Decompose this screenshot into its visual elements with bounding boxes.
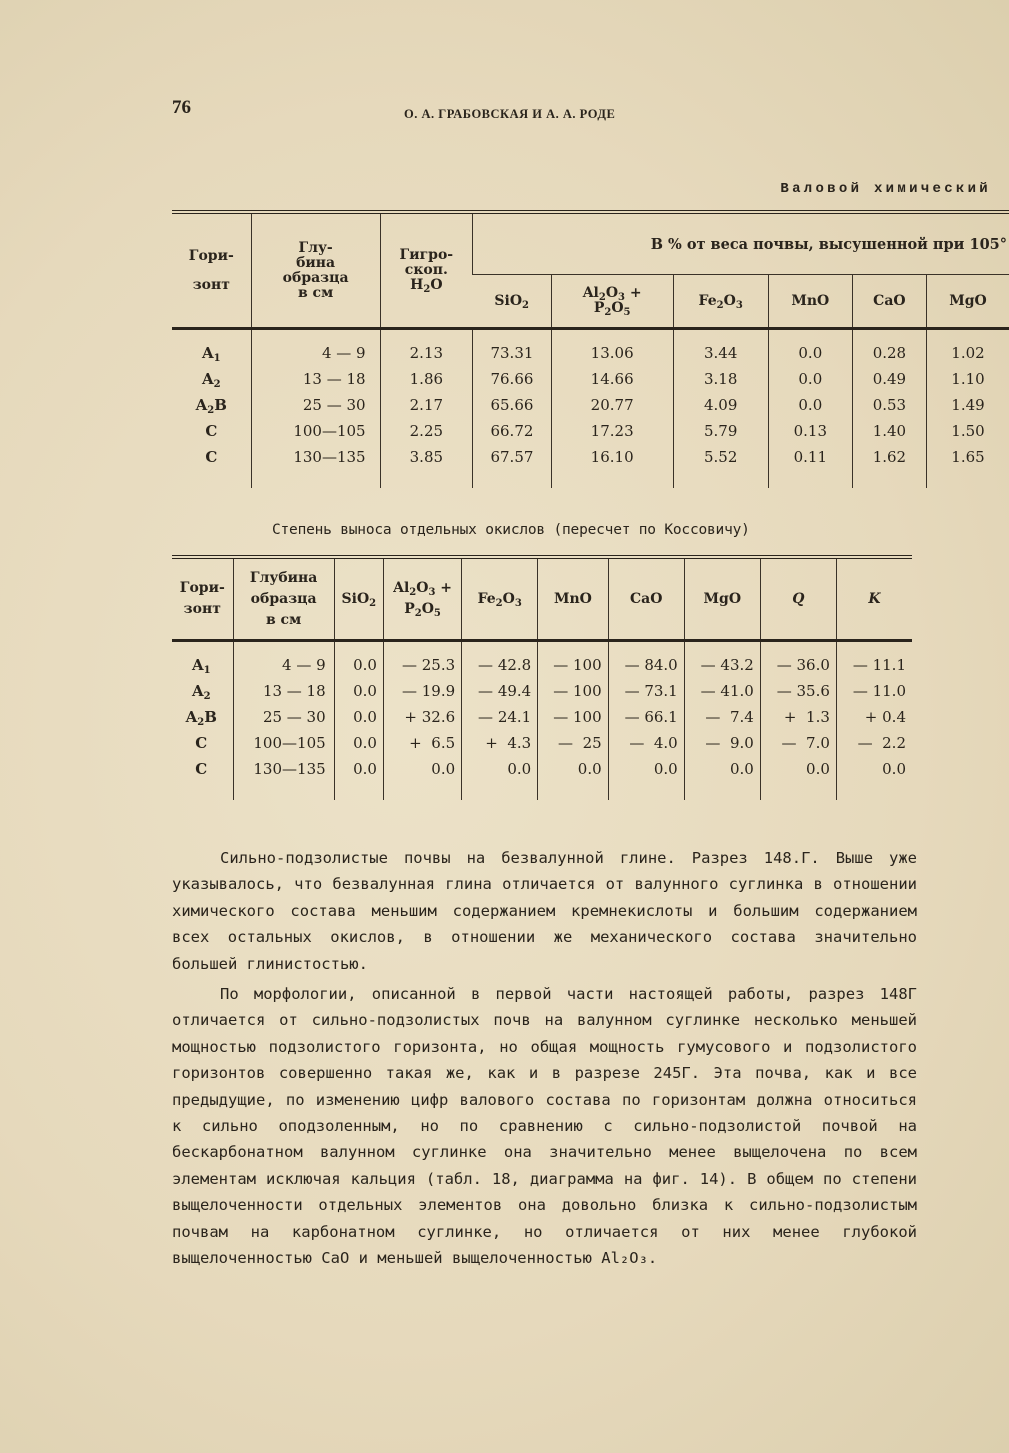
header-depth-line1: Глу- <box>298 239 333 256</box>
value-cell: — 36.0 <box>760 641 836 679</box>
column-header: K <box>836 557 912 641</box>
hygro-cell: 2.17 <box>380 392 473 418</box>
column-header: MnO <box>538 557 608 641</box>
value-cell: 0.0 <box>684 756 760 800</box>
depth-cell: 4 — 9 <box>233 641 334 679</box>
value-cell: 67.57 <box>473 444 552 488</box>
value-cell: — 35.6 <box>760 678 836 704</box>
value-cell: 0.0 <box>334 704 383 730</box>
column-header: MgO <box>684 557 760 641</box>
column-header: SiO$_2$ <box>494 292 529 311</box>
value-cell: 0.0 <box>538 756 608 800</box>
value-cell: 0.13 <box>768 418 852 444</box>
horizon-cell: $A_2$ <box>191 682 211 702</box>
depth-cell: 130—135 <box>233 756 334 800</box>
table-row <box>172 678 912 704</box>
value-cell: 4.09 <box>673 392 768 418</box>
value-cell: + 4.3 <box>462 730 538 756</box>
leaching-table-title: Степень выноса отдельных окислов (пересчет по Коссовичу) <box>272 522 750 538</box>
hygro-cell: 2.25 <box>380 418 473 444</box>
value-cell: — 41.0 <box>684 678 760 704</box>
column-header: CaO <box>608 557 684 641</box>
horizon-cell: $A_2$ <box>201 370 221 390</box>
header-percent-span: В % от веса почвы, высушенной при 105° <box>473 212 1009 275</box>
value-cell: — 2.2 <box>836 730 912 756</box>
value-cell: — 24.1 <box>462 704 538 730</box>
hygro-cell: 3.85 <box>380 444 473 488</box>
value-cell: — 43.2 <box>684 641 760 679</box>
horizon-cell: $A_1$ <box>191 656 211 676</box>
table-row <box>172 704 912 730</box>
horizon-cell: C <box>205 422 218 440</box>
column-header: Q <box>760 557 836 641</box>
value-cell: 65.66 <box>473 392 552 418</box>
horizon-cell: C <box>195 734 208 752</box>
value-cell: 20.77 <box>551 392 673 418</box>
value-cell: — 42.8 <box>462 641 538 679</box>
header-depth-line3: образца <box>282 269 349 286</box>
column-header: Глубина образца в см <box>233 557 334 641</box>
value-cell: 3.44 <box>673 329 768 367</box>
leaching-degree-table <box>172 555 912 800</box>
value-cell: 1.49 <box>926 392 1009 418</box>
depth-cell: 25 — 30 <box>233 704 334 730</box>
value-cell: 17.23 <box>551 418 673 444</box>
header-depth <box>251 212 380 329</box>
header-horizon <box>172 212 251 329</box>
value-cell: 1.10 <box>926 366 1009 392</box>
value-cell: — 11.0 <box>836 678 912 704</box>
table-row <box>172 444 1009 488</box>
value-cell: 0.0 <box>334 730 383 756</box>
value-cell: — 4.0 <box>608 730 684 756</box>
value-cell: 5.52 <box>673 444 768 488</box>
column-header: $Al_2O_3$ + $P_2O_5$ <box>383 557 461 641</box>
hygro-cell: 1.86 <box>380 366 473 392</box>
column-header: MgO <box>926 275 1009 329</box>
value-cell: 14.66 <box>551 366 673 392</box>
value-cell: — 84.0 <box>608 641 684 679</box>
value-cell: 0.0 <box>608 756 684 800</box>
header-hygro <box>380 212 473 329</box>
horizon-cell: C <box>205 448 218 466</box>
value-cell: 3.18 <box>673 366 768 392</box>
header-depth-line2: бина <box>296 254 336 271</box>
value-cell: — 19.9 <box>383 678 461 704</box>
header-hygro-formula: $H_2O$ <box>410 277 443 295</box>
paragraph: Сильно-подзолистые почвы на безвалунной глине. Разрез 148.Г. Выше уже указывалось, что безвалунная глина отличается от валунного суглинка в отношении химического состава меньшим содержанием кремнекислоты и большим содержанием всех остальных окислов, в отношении же механического состава значительно большей глинистостью. <box>172 849 917 973</box>
header-horizon-line2: зонт <box>192 276 230 293</box>
column-header: $Al_2O_3$ + $P_2O_5$ <box>551 275 673 329</box>
value-cell: 1.50 <box>926 418 1009 444</box>
horizon-cell: $A_2B$ <box>195 396 227 416</box>
horizon-cell: C <box>195 760 208 778</box>
header-hygro-line1: Гигро- <box>399 247 454 263</box>
hygro-cell: 2.13 <box>380 329 473 367</box>
value-cell: — 100 <box>538 641 608 679</box>
value-cell: 5.79 <box>673 418 768 444</box>
value-cell: 0.0 <box>768 329 852 367</box>
depth-cell: 13 — 18 <box>251 366 380 392</box>
column-header: $Fe_2O_3$ <box>673 275 768 329</box>
column-header: Гори- зонт <box>179 580 225 617</box>
value-cell: — 25 <box>538 730 608 756</box>
value-cell: — 100 <box>538 678 608 704</box>
value-cell: — 49.4 <box>462 678 538 704</box>
value-cell: — 9.0 <box>684 730 760 756</box>
value-cell: 0.0 <box>334 678 383 704</box>
value-cell: + 6.5 <box>383 730 461 756</box>
table-row <box>172 730 912 756</box>
value-cell: 0.0 <box>334 641 383 679</box>
body-text <box>172 845 917 1276</box>
value-cell: 1.02 <box>926 329 1009 367</box>
table-row <box>172 366 1009 392</box>
depth-cell: 13 — 18 <box>233 678 334 704</box>
value-cell: 0.0 <box>462 756 538 800</box>
value-cell: + 32.6 <box>383 704 461 730</box>
value-cell: — 73.1 <box>608 678 684 704</box>
table-row <box>172 641 912 679</box>
column-header: SiO$_2$ <box>334 557 383 641</box>
value-cell: — 7.0 <box>760 730 836 756</box>
value-cell: 0.28 <box>852 329 926 367</box>
value-cell: 76.66 <box>473 366 552 392</box>
depth-cell: 130—135 <box>251 444 380 488</box>
depth-cell: 100—105 <box>251 418 380 444</box>
value-cell: — 7.4 <box>684 704 760 730</box>
header-hygro-line2: скоп. <box>404 262 448 278</box>
table-row <box>172 418 1009 444</box>
value-cell: 13.06 <box>551 329 673 367</box>
depth-cell: 4 — 9 <box>251 329 380 367</box>
value-cell: 0.0 <box>836 756 912 800</box>
paragraph: По морфологии, описанной в первой части настоящей работы, разрез 148Г отличается от сильно-подзолистых почв на валунном суглинке несколько меньшей мощностью подзолистого горизонта, но общая мощность гумусового и подзолистого горизонтов совершенно такая же, как и в разрезе 245Г. Эта почва, как и все предыдущие, по изменению цифр валового состава по горизонтам должна относиться к сильно оподзоленным, но по сравнению с сильно-подзолистой почвой на бескарбонатном валунном суглинке она значительно менее выщелочена по всем элементам исключая кальция (табл. 18, диаграмма на фиг. 14). В общем по степени выщелоченности отдельных элементов она довольно близка к сильно-подзолистым почвам на карбонатном суглинке, но отличается от них менее глубокой выщелоченностью CaO и меньшей выщелоченностью Al₂O₃. <box>172 985 917 1268</box>
value-cell: 0.49 <box>852 366 926 392</box>
column-header: CaO <box>852 275 926 329</box>
value-cell: 73.31 <box>473 329 552 367</box>
value-cell: — 11.1 <box>836 641 912 679</box>
horizon-cell: $A_2B$ <box>185 708 217 728</box>
table-row <box>172 392 1009 418</box>
depth-cell: 100—105 <box>233 730 334 756</box>
horizon-cell: $A_1$ <box>201 344 221 364</box>
header-horizon-line1: Гори- <box>188 247 234 264</box>
value-cell: + 0.4 <box>836 704 912 730</box>
value-cell: 1.40 <box>852 418 926 444</box>
value-cell: — 66.1 <box>608 704 684 730</box>
table-row <box>172 329 1009 367</box>
value-cell: 0.0 <box>334 756 383 800</box>
bulk-chemical-table <box>172 210 1009 488</box>
value-cell: 1.65 <box>926 444 1009 488</box>
value-cell: 0.53 <box>852 392 926 418</box>
value-cell: 0.0 <box>760 756 836 800</box>
value-cell: — 25.3 <box>383 641 461 679</box>
table-row <box>172 756 912 800</box>
value-cell: 0.11 <box>768 444 852 488</box>
value-cell: — 100 <box>538 704 608 730</box>
value-cell: 1.62 <box>852 444 926 488</box>
running-head: О. А. ГРАБОВСКАЯ И А. А. РОДЕ <box>404 107 616 121</box>
value-cell: 0.0 <box>768 366 852 392</box>
value-cell: 66.72 <box>473 418 552 444</box>
table-caption: Валовой химический <box>780 181 991 197</box>
value-cell: + 1.3 <box>760 704 836 730</box>
value-cell: 0.0 <box>383 756 461 800</box>
column-header: $Fe_2O_3$ <box>462 557 538 641</box>
value-cell: 0.0 <box>768 392 852 418</box>
header-depth-line4: в см <box>297 284 334 301</box>
page-number: 76 <box>172 97 191 118</box>
depth-cell: 25 — 30 <box>251 392 380 418</box>
value-cell: 16.10 <box>551 444 673 488</box>
column-header: MnO <box>768 275 852 329</box>
